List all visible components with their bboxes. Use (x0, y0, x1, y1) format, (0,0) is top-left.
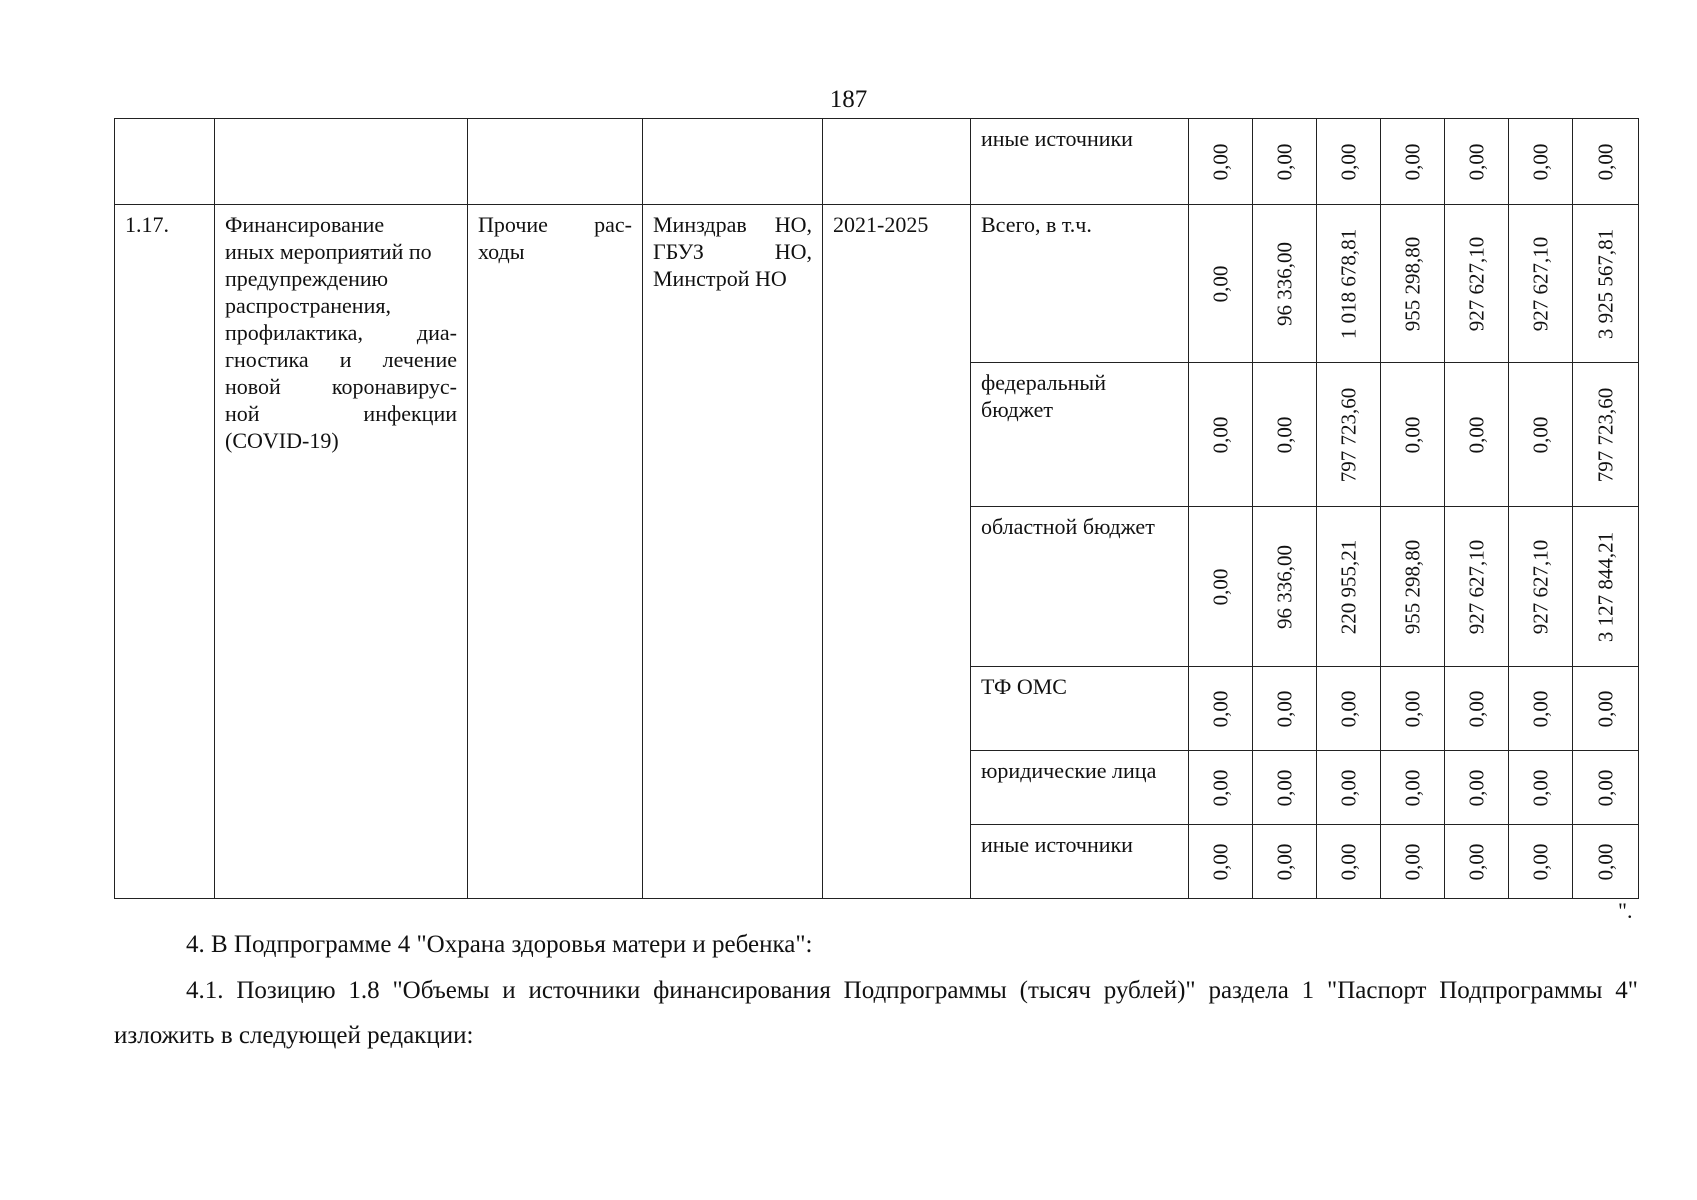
value-cell: 927 627,10 (1509, 205, 1573, 363)
value-cell: 0,00 (1573, 751, 1639, 825)
value-cell: 96 336,00 (1253, 205, 1317, 363)
value-cell: 0,00 (1189, 751, 1253, 825)
value-cell: 797 723,60 (1573, 363, 1639, 507)
source-label: федеральный бюджет (971, 363, 1189, 507)
value-cell: 955 298,80 (1381, 205, 1445, 363)
source-label: Всего, в т.ч. (971, 205, 1189, 363)
empty-cell (643, 119, 823, 205)
source-label: ТФ ОМС (971, 667, 1189, 751)
value-cell: 0,00 (1189, 205, 1253, 363)
value-cell: 96 336,00 (1253, 507, 1317, 667)
responsible: Минздрав НО, ГБУЗ НО, Минстрой НО (643, 205, 823, 899)
value-cell: 0,00 (1509, 119, 1573, 205)
value-cell: 0,00 (1445, 667, 1509, 751)
paragraph-section-4-1: 4.1. Позицию 1.8 "Объемы и источники финансирования Подпрограммы (тысяч рублей)" раздела 1 "Паспорт Подпрограммы 4" изложить в следующей редакции: (114, 977, 1638, 1049)
value-cell: 0,00 (1317, 751, 1381, 825)
value-cell: 0,00 (1253, 751, 1317, 825)
closing-quote: ". (1618, 898, 1633, 923)
empty-cell (115, 119, 215, 205)
table-row-total (115, 205, 1639, 363)
value-cell: 0,00 (1189, 825, 1253, 899)
value-cell: 0,00 (1509, 363, 1573, 507)
source-label: иные источники (971, 825, 1189, 899)
value-cell: 0,00 (1509, 751, 1573, 825)
value-cell: 0,00 (1381, 667, 1445, 751)
expense-type: Прочие рас- ходы (468, 205, 643, 899)
value-cell: 0,00 (1381, 119, 1445, 205)
table-row-prev (115, 119, 1639, 205)
value-cell: 0,00 (1573, 667, 1639, 751)
value-cell: 927 627,10 (1445, 507, 1509, 667)
source-label: юридические лица (971, 751, 1189, 825)
value-cell: 927 627,10 (1445, 205, 1509, 363)
value-cell: 0,00 (1573, 119, 1639, 205)
value-cell: 955 298,80 (1381, 507, 1445, 667)
value-cell: 0,00 (1445, 825, 1509, 899)
value-cell: 0,00 (1509, 825, 1573, 899)
value-cell: 1 018 678,81 (1317, 205, 1381, 363)
value-cell: 797 723,60 (1317, 363, 1381, 507)
value-cell: 0,00 (1317, 825, 1381, 899)
value-cell: 0,00 (1317, 119, 1381, 205)
item-number: 1.17. (115, 205, 215, 899)
financing-table (114, 118, 1639, 899)
empty-cell (215, 119, 468, 205)
value-cell: 220 955,21 (1317, 507, 1381, 667)
period: 2021-2025 (823, 205, 971, 899)
value-cell: 0,00 (1189, 507, 1253, 667)
value-cell: 0,00 (1573, 825, 1639, 899)
value-cell: 0,00 (1253, 667, 1317, 751)
value-cell: 0,00 (1189, 119, 1253, 205)
value-cell: 0,00 (1381, 363, 1445, 507)
item-name: Финансирование иных мероприятий по предупреждению распространения, профилактика, диа- гностика и лечение новой коронавирус- ной инфекции (COVID-19) (215, 205, 468, 899)
value-cell: 3 925 567,81 (1573, 205, 1639, 363)
value-cell: 0,00 (1509, 667, 1573, 751)
value-cell: 0,00 (1445, 363, 1509, 507)
value-cell: 0,00 (1381, 751, 1445, 825)
value-cell: 0,00 (1253, 119, 1317, 205)
source-label: областной бюджет (971, 507, 1189, 667)
value-cell: 0,00 (1189, 363, 1253, 507)
empty-cell (468, 119, 643, 205)
paragraph-section-4: 4. В Подпрограмме 4 "Охрана здоровья матери и ребенка": (186, 931, 813, 958)
value-cell: 0,00 (1445, 751, 1509, 825)
value-cell: 0,00 (1253, 825, 1317, 899)
value-cell: 0,00 (1253, 363, 1317, 507)
value-cell: 927 627,10 (1509, 507, 1573, 667)
page-number: 187 (829, 86, 868, 113)
value-cell: 0,00 (1317, 667, 1381, 751)
value-cell: 3 127 844,21 (1573, 507, 1639, 667)
source-label: иные источники (971, 119, 1189, 205)
value-cell: 0,00 (1381, 825, 1445, 899)
value-cell: 0,00 (1445, 119, 1509, 205)
empty-cell (823, 119, 971, 205)
value-cell: 0,00 (1189, 667, 1253, 751)
